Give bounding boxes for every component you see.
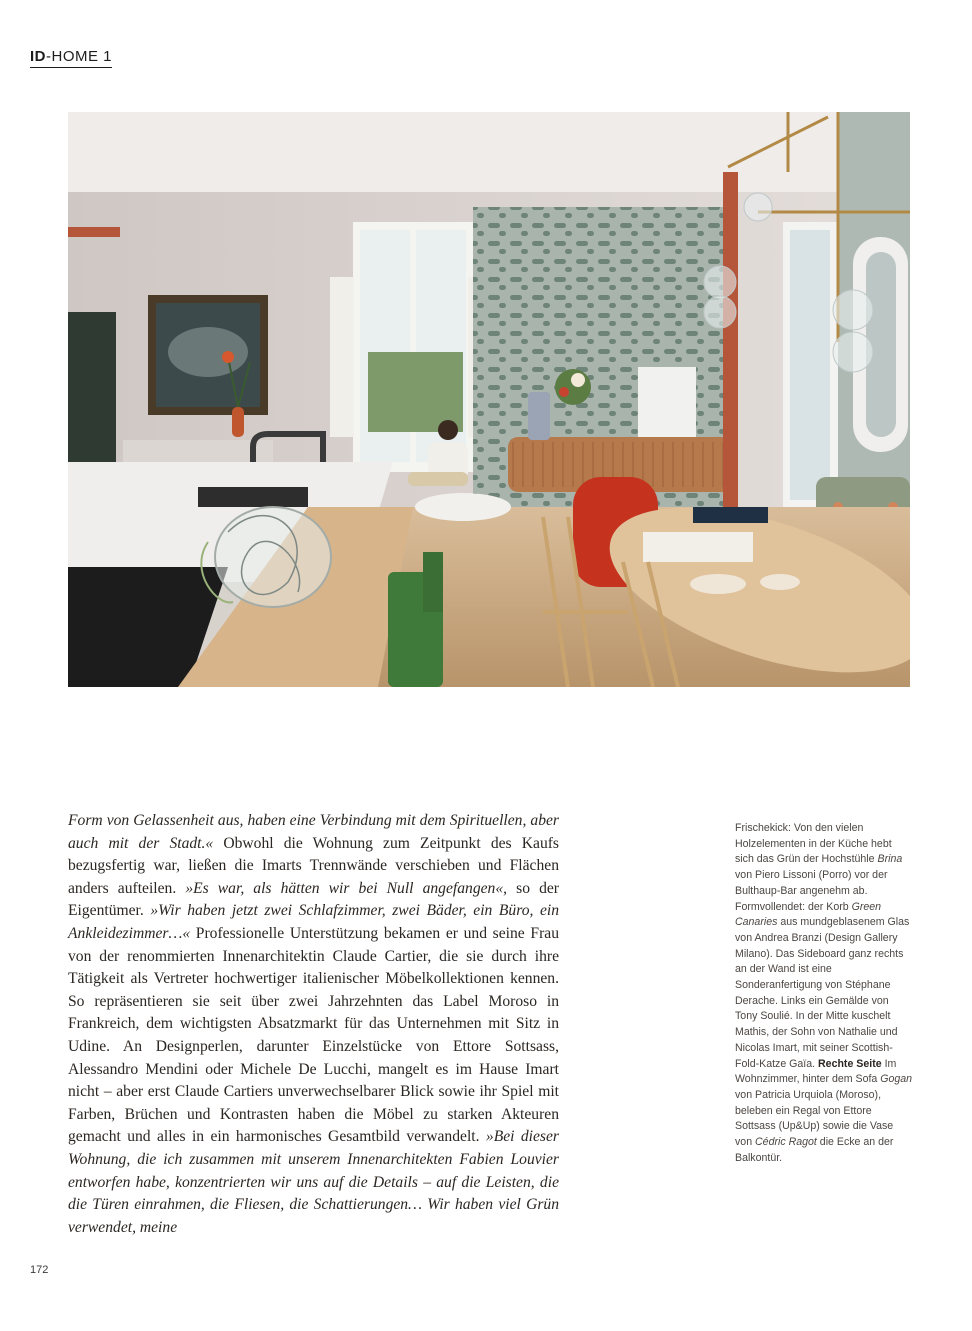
quote-zero: »Es war, als hätten wir bei Null angefangen« bbox=[185, 879, 504, 897]
article-paragraph bbox=[68, 810, 559, 1239]
article-body bbox=[68, 810, 559, 1239]
header-id-label: ID bbox=[30, 48, 46, 65]
caption-segment: Frischekick: Von den vielen Holzelementen in der Küche hebt sich das Grün der Hochstühle bbox=[735, 822, 892, 866]
body-segment: Professionelle Unterstützung bekamen er und seine Frau von der renommierten Innenarchitektin Claude Cartier, die sie durch ihre Tätigkeit als Vertreter hochwertiger italienischer Möbelkollektionen kennen. So repräsentieren sie seit über zwei Jahrzehnten das Label Moroso in Frankreich, dem wichtigsten Absatzmarkt für das Unternehmen mit Sitz in Udine. An Designperlen, darunter Einzelstücke von Ettore Sottsass, Alessandro Mendini oder Michele De Lucchi, mangelt es im Hause Imart nicht – aber erst Claude Cartiers unverwechselbarer Blick sowie ihr Spiel mit Farben, Brüchen und Kontrasten haben die Möbel zu starken Akteuren gemacht und alles in ein harmonisches Gesamtbild verwandelt. bbox=[68, 924, 559, 1146]
caption-heading: Rechte Seite bbox=[818, 1057, 882, 1070]
body-segment: Obwohl die Wohnung zum Zeitpunkt des Kaufs bezugsfertig war, ließen die Imarts Trennwände verschieben und Flächen anders aufteilen. bbox=[68, 834, 559, 897]
caption-product-name: Gogan bbox=[880, 1073, 913, 1086]
caption-product-name: Brina bbox=[877, 853, 903, 866]
page-number: 172 bbox=[30, 1264, 49, 1276]
quote-rooms: »Wir haben jetzt zwei Schlafzimmer, zwei Bäder, ein Büro, ein Ankleidezimmer…« bbox=[68, 902, 559, 942]
photo-caption bbox=[735, 821, 913, 1166]
caption-designer-name: Cédric Ragot bbox=[755, 1136, 817, 1149]
caption-segment: Im Wohnzimmer, hinter dem Sofa bbox=[735, 1057, 897, 1086]
caption-text bbox=[735, 821, 913, 1166]
caption-segment: die Ecke an der Balkontür. bbox=[735, 1136, 894, 1164]
quote-opening: Form von Gelassenheit aus, haben eine Verbindung mit dem Spirituellen, aber auch mit der Stadt.« bbox=[68, 812, 559, 852]
body-segment: , so der Eigentümer. bbox=[68, 879, 559, 920]
interior-photo bbox=[68, 112, 910, 687]
caption-segment: von Piero Lissoni (Porro) vor der Bulthaup-Bar angenehm ab. Formvollendet: der Korb bbox=[735, 869, 888, 913]
caption-product-name: Green Canaries bbox=[735, 900, 882, 929]
header-section-label: -HOME 1 bbox=[46, 48, 113, 65]
section-header bbox=[30, 48, 112, 68]
caption-segment: aus mundgeblasenem Glas von Andrea Branzi (Design Gallery Milano). Das Sideboard ganz rechts an der Wand ist eine Sonderanfertigung von Stéphane Derache. Links ein Gemälde von Tony Soulié. In der Mitte kuschelt Mathis, der Sohn von Nathalie und Nicolas Imart, mit seiner Scottish-Fold-Katze Gaïa. bbox=[735, 916, 910, 1070]
quote-details: »Bei dieser Wohnung, die ich zusammen mit unserem Innenarchitekten Fabien Louvier entworfen habe, konzentrierten wir uns auf die Details – auf die Leisten, die die Türen einrahmen, die Fliesen, die Schattierungen… Wir haben viel Grün verwendet, meine bbox=[68, 1128, 559, 1236]
caption-segment: von Patricia Urquiola (Moroso), beleben ein Regal von Ettore Sottsass (Up&Up) sowie die Vase von bbox=[735, 1088, 894, 1149]
